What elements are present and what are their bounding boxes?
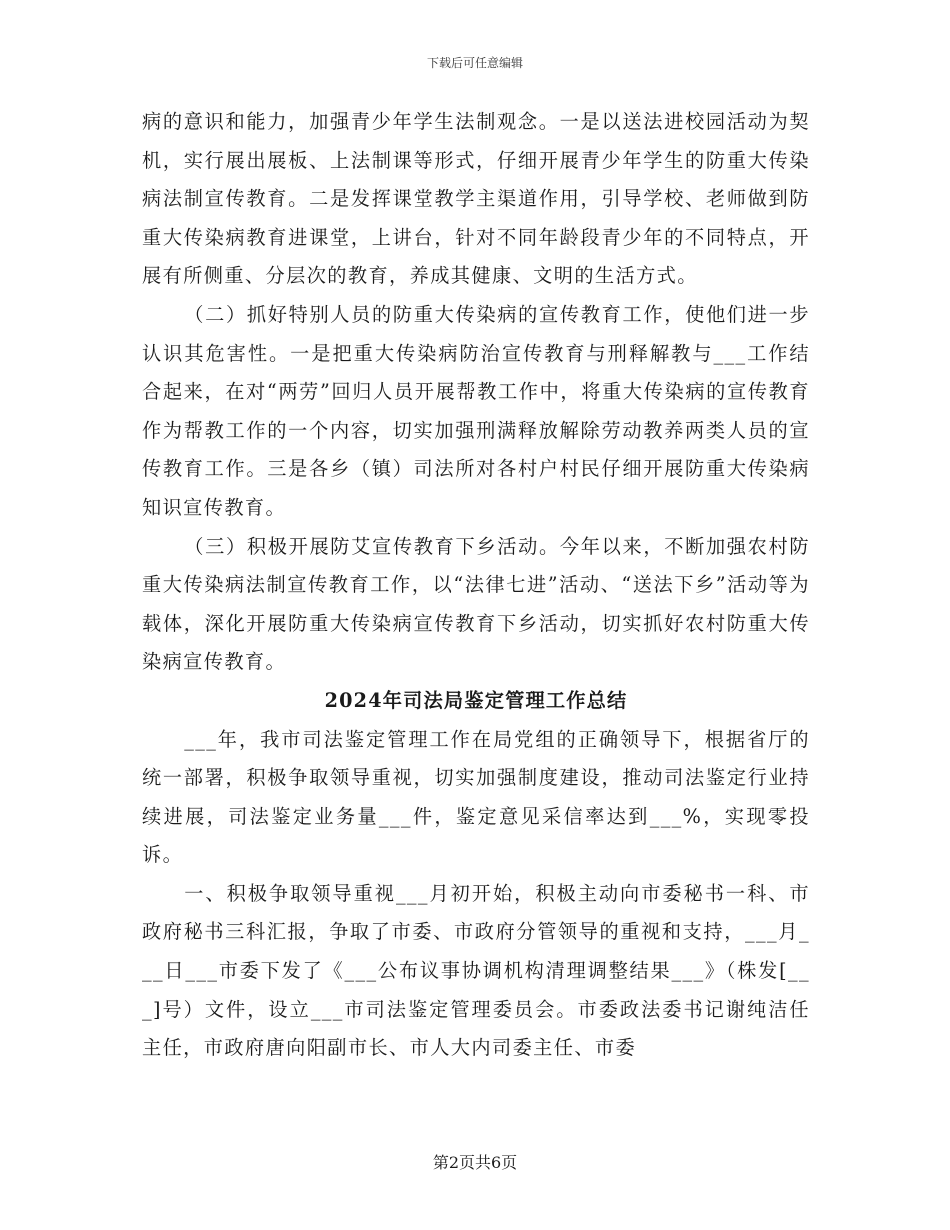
paragraph-part-1: 一、积极争取领导重视___月初开始，积极主动向市委秘书一科、市政府秘书三科汇报，争取了市委、市政府分管领导的重视和支持，___月___日___市委下发了《___公布议事协调机构清理调整结果___》（株发[___]号）文件，设立___市司法鉴定管理委员会。市委政法委书记谢纯洁任主任，市政府唐向阳副市长、市人大内司委主任、市委 [142,881,810,1060]
paragraph-continued: 病的意识和能力，加强青少年学生法制观念。一是以送法进校园活动为契机，实行展出展板、上法制课等形式，仔细开展青少年学生的防重大传染病法制宣传教育。二是发挥课堂教学主渠道作用，引导学校、老师做到防重大传染病教育进课堂，上讲台，针对不同年龄段青少年的不同特点，开展有所侧重、分层次的教育，养成其健康、文明的生活方式。 [142,110,810,288]
paragraph-section-2: （二）抓好特别人员的防重大传染病的宣传教育工作，使他们进一步认识其危害性。一是把重大传染病防治宣传教育与刑释解教与___工作结合起来，在对“两劳”回归人员开展帮教工作中，将重大传染病的宣传教育作为帮教工作的一个内容，切实加强刑满释放解除劳动教养两类人员的宣传教育工作。三是各乡（镇）司法所对各村户村民仔细开展防重大传染病知识宣传教育。 [142,302,810,519]
header-note: 下载后可任意编辑 [426,56,523,70]
page-number: 第2页共6页 [432,1153,518,1172]
document-title: 2024年司法局鉴定管理工作总结 [324,688,628,712]
paragraph-section-3: （三）积极开展防艾宣传教育下乡活动。今年以来，不断加强农村防重大传染病法制宣传教育工作，以“法律七进”活动、“送法下乡”活动等为载体，深化开展防重大传染病宣传教育下乡活动，切实抓好农村防重大传染病宣传教育。 [142,534,810,674]
paragraph-intro: ___年，我市司法鉴定管理工作在局党组的正确领导下，根据省厅的统一部署，积极争取领导重视，切实加强制度建设，推动司法鉴定行业持续进展，司法鉴定业务量___件，鉴定意见采信率达到___%，实现零投诉。 [142,727,810,867]
document-body [142,103,810,1068]
